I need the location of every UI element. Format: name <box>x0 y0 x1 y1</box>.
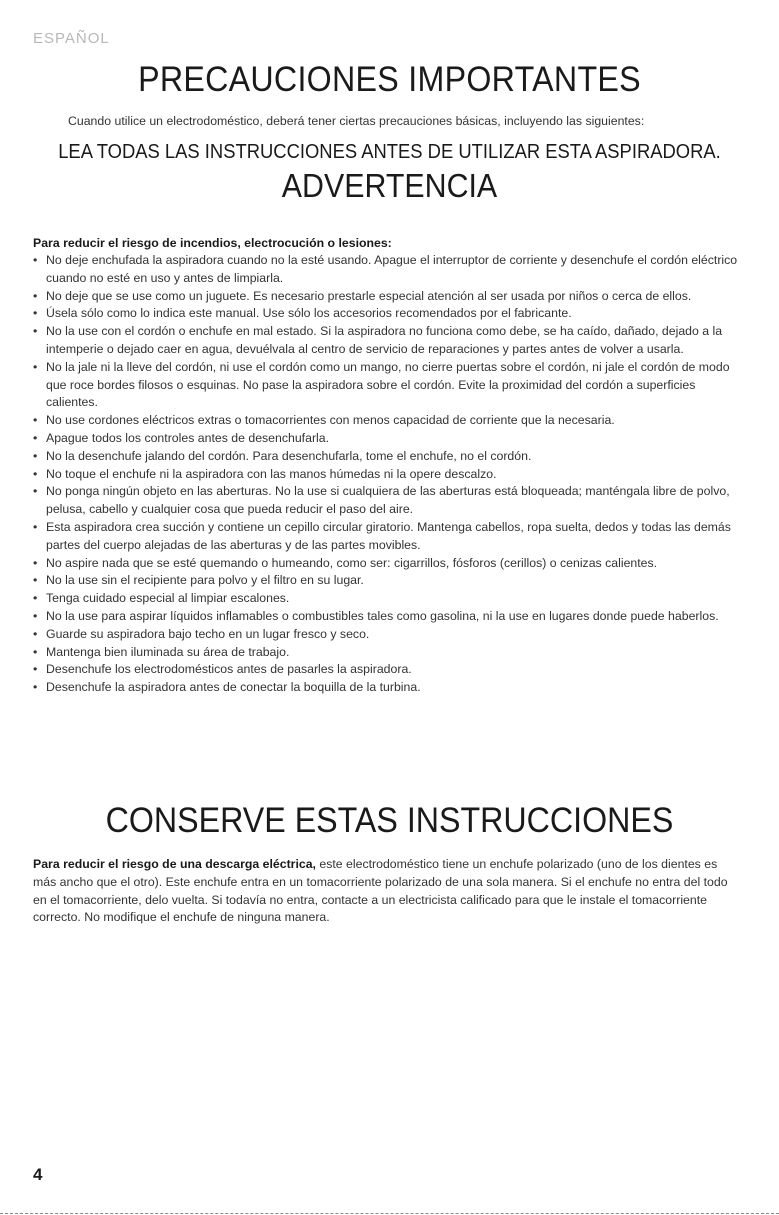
precaution-item: • Apague todos los controles antes de desenchufarla. <box>33 430 738 448</box>
intro-text: Cuando utilice un electrodoméstico, deberá tener ciertas precauciones básicas, incluyendo las siguientes: <box>68 114 645 128</box>
page-title: PRECAUCIONES IMPORTANTES <box>138 60 641 99</box>
precaution-item: • No toque el enchufe ni la aspiradora con las manos húmedas ni la opere descalzo. <box>33 466 738 484</box>
bottom-divider <box>0 1213 779 1214</box>
precaution-item: • Mantenga bien iluminada su área de trabajo. <box>33 644 738 662</box>
warning-heading: Para reducir el riesgo de incendios, electrocución o lesiones: <box>33 236 392 250</box>
shock-heading: Para reducir el riesgo de una descarga eléctrica, <box>33 857 316 871</box>
precaution-item: • No aspire nada que se esté quemando o humeando, como ser: cigarrillos, fósforos (cerillos) o cenizas calientes. <box>33 555 738 573</box>
precaution-item: • No la use para aspirar líquidos inflamables o combustibles tales como gasolina, ni la use en lugares donde puede haberlos. <box>33 608 738 626</box>
precaution-item: • No la jale ni la lleve del cordón, ni use el cordón como un mango, no cierre puertas sobre el cordón, ni jale el cordón de modo que roce bordes filosos o esquinas. No pase la aspiradora sobre el cordón. Evite la proximidad del cordón a superficies calientes. <box>33 359 738 412</box>
page-number: 4 <box>33 1165 43 1184</box>
precaution-item: • No la use con el cordón o enchufe en mal estado. Si la aspiradora no funciona como debe, se ha caído, dañado, dejado a la intemperie o dejado caer en agua, devuélvala al centro de servicio de reparaciones y partes antes de volver a usarla. <box>33 323 738 359</box>
precaution-item: • No la use sin el recipiente para polvo y el filtro en su lugar. <box>33 572 738 590</box>
precaution-item: • Desenchufe la aspiradora antes de conectar la boquilla de la turbina. <box>33 679 738 697</box>
precautions-list <box>33 252 738 697</box>
precaution-item: • No la desenchufe jalando del cordón. Para desenchufarla, tome el enchufe, no el cordón. <box>33 448 738 466</box>
precaution-item: • No deje enchufada la aspiradora cuando no la esté usando. Apague el interruptor de corriente y desenchufe el cordón eléctrico cuando no esté en uso y antes de limpiarla. <box>33 252 738 288</box>
precaution-item: • Esta aspiradora crea succión y contiene un cepillo circular giratorio. Mantenga cabellos, ropa suelta, dedos y todas las demás partes del cuerpo alejadas de las aberturas y de las partes movibles. <box>33 519 738 555</box>
polarized-plug-paragraph <box>33 856 738 927</box>
precaution-item: • Tenga cuidado especial al limpiar escalones. <box>33 590 738 608</box>
precaution-item: • Guarde su aspiradora bajo techo en un lugar fresco y seco. <box>33 626 738 644</box>
shock-text: este electrodoméstico tiene un enchufe polarizado (uno de los dientes es más ancho que el otro). Este enchufe entra en un tomacorriente polarizado de una sola manera. Si el enchufe no entra del todo en el tomacorriente, delo vuelta. Si todavía no entra, contacte a un electricista calificado para que le instale el tomacorriente correcto. No modifique el enchufe de ninguna manera. <box>33 857 728 925</box>
precaution-item: • No ponga ningún objeto en las aberturas. No la use si cualquiera de las aberturas está bloqueada; manténgala libre de polvo, pelusa, cabello y cualquier cosa que pueda reducir el paso del aire. <box>33 483 738 519</box>
read-all-instructions-heading: LEA TODAS LAS INSTRUCCIONES ANTES DE UTILIZAR ESTA ASPIRADORA. <box>58 141 721 163</box>
precaution-item: • No use cordones eléctricos extras o tomacorrientes con menos capacidad de corriente que la necesaria. <box>33 412 738 430</box>
language-label: ESPAÑOL <box>33 30 110 47</box>
precaution-item: • Desenchufe los electrodomésticos antes de pasarles la aspiradora. <box>33 661 738 679</box>
precaution-item: • Úsela sólo como lo indica este manual. Use sólo los accesorios recomendados por el fabricante. <box>33 305 738 323</box>
warning-title: ADVERTENCIA <box>281 167 498 204</box>
precaution-item: • No deje que se use como un juguete. Es necesario prestarle especial atención al ser usada por niños o cerca de ellos. <box>33 288 738 306</box>
save-instructions-title: CONSERVE ESTAS INSTRUCCIONES <box>105 801 674 840</box>
